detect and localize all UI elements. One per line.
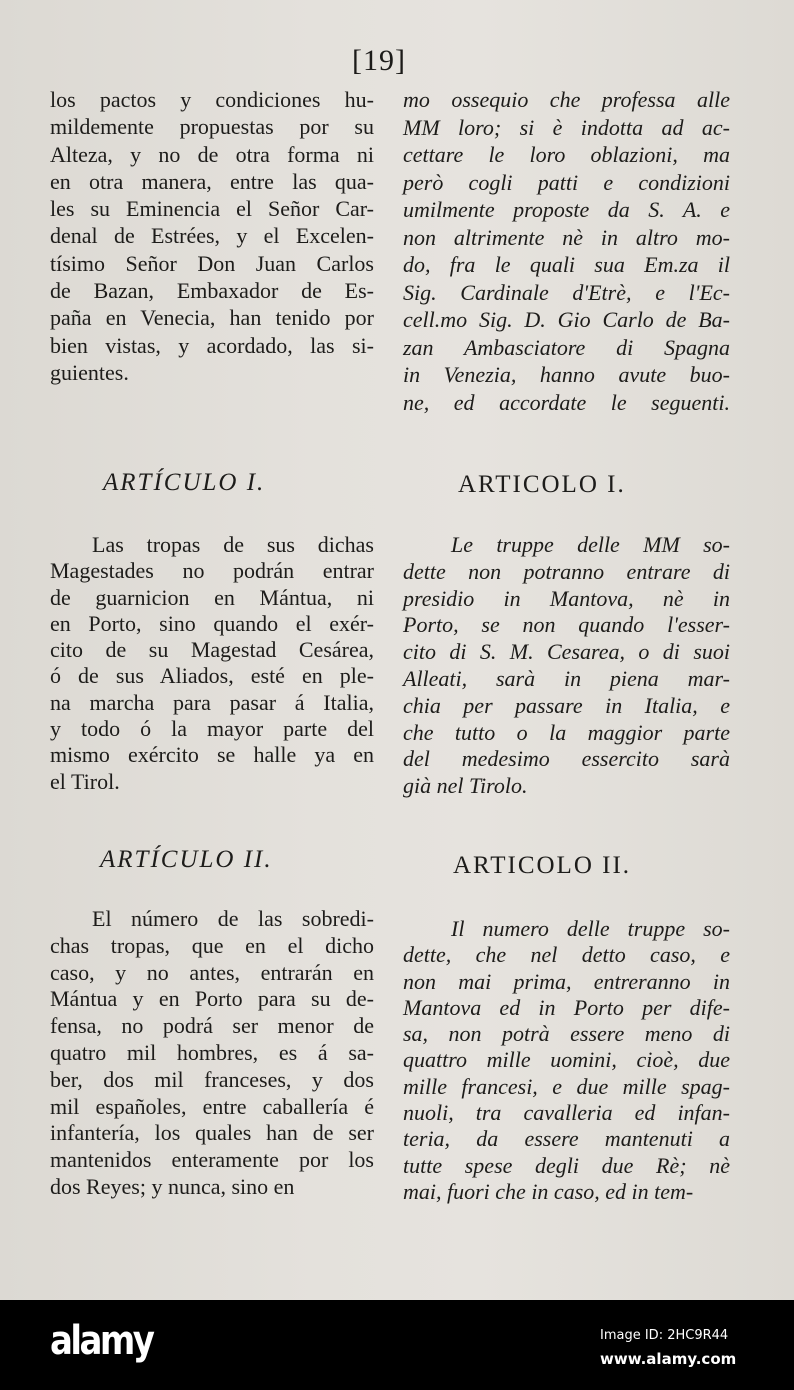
site-url: www.alamy.com — [600, 1350, 737, 1368]
text-line: denal de Estrées, y el Excelen- — [50, 223, 374, 249]
text-line: do, fra le quali sua Em.za il — [403, 252, 730, 277]
text-line: mismo exército se halle ya en — [50, 742, 374, 768]
text-line: tutte spese degli due Rè; nè — [403, 1152, 730, 1178]
right-intro-text — [403, 86, 730, 416]
text-line: paña en Venecia, han tenido por — [50, 305, 374, 331]
left-heading-articulo-2: ARTÍCULO II. — [100, 846, 273, 873]
text-line: mil españoles, entre caballería é — [50, 1093, 374, 1119]
text-line: guientes. — [50, 359, 129, 385]
text-line: quattro mille uomini, cioè, due — [403, 1047, 730, 1073]
right-article-1-text — [403, 532, 730, 800]
text-line: El número de las sobredi- — [92, 906, 374, 931]
text-line: caso, y no antes, entrarán en — [50, 959, 374, 985]
text-line: non altrimente nè in altro mo- — [403, 224, 730, 250]
text-line: cell.mo Sig. D. Gio Carlo de Ba- — [403, 307, 730, 332]
text-line: en Porto, sino quando el exér- — [50, 610, 374, 636]
text-line: teria, da essere mantenuti a — [403, 1126, 730, 1152]
text-line: quatro mil hombres, es á sa- — [50, 1039, 374, 1065]
text-line: infantería, los quales han de ser — [50, 1120, 374, 1146]
text-line: Mántua y en Porto para su de- — [50, 986, 374, 1012]
text-line: Sig. Cardinale d'Etrè, e l'Ec- — [403, 279, 730, 305]
right-heading-articolo-2: ARTICOLO II. — [453, 852, 632, 879]
text-line: en otra manera, entre las qua- — [50, 168, 374, 194]
text-line: non mai prima, entreranno in — [403, 968, 730, 994]
text-line: Il numero delle truppe so- — [451, 916, 730, 941]
left-article-2-text — [50, 906, 374, 1201]
text-line: Alleati, sarà in piena mar- — [403, 665, 730, 691]
page-number: [19] — [352, 44, 406, 77]
text-line: mildemente propuestas por su — [50, 114, 374, 140]
text-line: Magestades no podrán entrar — [50, 558, 374, 584]
right-article-2-text — [403, 916, 730, 1205]
text-line: cito de su Magestad Cesárea, — [50, 637, 374, 663]
text-line: ber, dos mil franceses, y dos — [50, 1066, 374, 1092]
text-line: y todo ó la mayor parte del — [50, 716, 374, 742]
text-line: fensa, no podrá ser menor de — [50, 1013, 374, 1039]
text-line: però cogli patti e condizioni — [403, 169, 730, 195]
text-line: dette non potranno entrare di — [403, 558, 730, 584]
text-line: già nel Tirolo. — [403, 773, 528, 799]
text-line: ne, ed accordate le seguenti. — [403, 389, 730, 415]
right-heading-articolo-1: ARTICOLO I. — [458, 471, 626, 498]
text-line: los pactos y condiciones hu- — [50, 87, 374, 112]
text-line: Alteza, y no de otra forma ni — [50, 141, 374, 167]
text-line: in Venezia, hanno avute buo- — [403, 362, 730, 387]
text-line: del medesimo essercito sarà — [403, 746, 730, 772]
left-heading-articulo-1: ARTÍCULO I. — [103, 469, 266, 496]
text-line: Le truppe delle MM so- — [451, 532, 730, 557]
text-line: na marcha para pasar á Italia, — [50, 689, 374, 715]
text-line: Mantova ed in Porto per dife- — [403, 994, 730, 1020]
text-line: presidio in Mantova, nè in — [403, 585, 730, 611]
text-line: de Bazan, Embaxador de Es- — [50, 278, 374, 304]
text-line: bien vistas, y acordado, las si- — [50, 332, 374, 358]
text-line: mo ossequio che professa alle — [403, 87, 730, 112]
text-line: el Tirol. — [50, 768, 120, 794]
text-line: cito di S. M. Cesarea, o di suoi — [403, 639, 730, 665]
text-line: de guarnicion en Mántua, ni — [50, 584, 374, 610]
text-line: tísimo Señor Don Juan Carlos — [50, 250, 374, 276]
text-line: dette, che nel detto caso, e — [403, 942, 730, 968]
text-line: les su Eminencia el Señor Car- — [50, 196, 374, 222]
text-line: chas tropas, que en el dicho — [50, 932, 374, 958]
text-line: sa, non potrà essere meno di — [403, 1021, 730, 1047]
text-line: nuoli, tra cavalleria ed infan- — [403, 1100, 730, 1126]
text-line: mantenidos enteramente por los — [50, 1147, 374, 1173]
text-line: chia per passare in Italia, e — [403, 692, 730, 718]
text-line: mai, fuori che in caso, ed in tem- — [403, 1178, 694, 1204]
watermark-footer — [0, 1300, 794, 1390]
text-line: mille francesi, e due mille spag- — [403, 1073, 730, 1099]
text-line: cettare le loro oblazioni, ma — [403, 142, 730, 167]
image-id: Image ID: 2HC9R44 — [600, 1328, 729, 1343]
text-line: Porto, se non quando l'esser- — [403, 612, 730, 638]
text-line: ó de sus Aliados, esté en ple- — [50, 663, 374, 689]
left-intro-text — [50, 86, 374, 386]
text-line: MM loro; si è indotta ad ac- — [403, 114, 730, 140]
text-line: che tutto o la maggior parte — [403, 719, 730, 745]
text-line: umilmente proposte da S. A. e — [403, 197, 730, 222]
text-line: dos Reyes; y nunca, sino en — [50, 1173, 295, 1199]
left-article-1-text — [50, 532, 374, 795]
text-line: zan Ambasciatore di Spagna — [403, 334, 730, 360]
text-line: Las tropas de sus dichas — [92, 532, 374, 557]
alamy-logo: alamy — [50, 1318, 153, 1364]
